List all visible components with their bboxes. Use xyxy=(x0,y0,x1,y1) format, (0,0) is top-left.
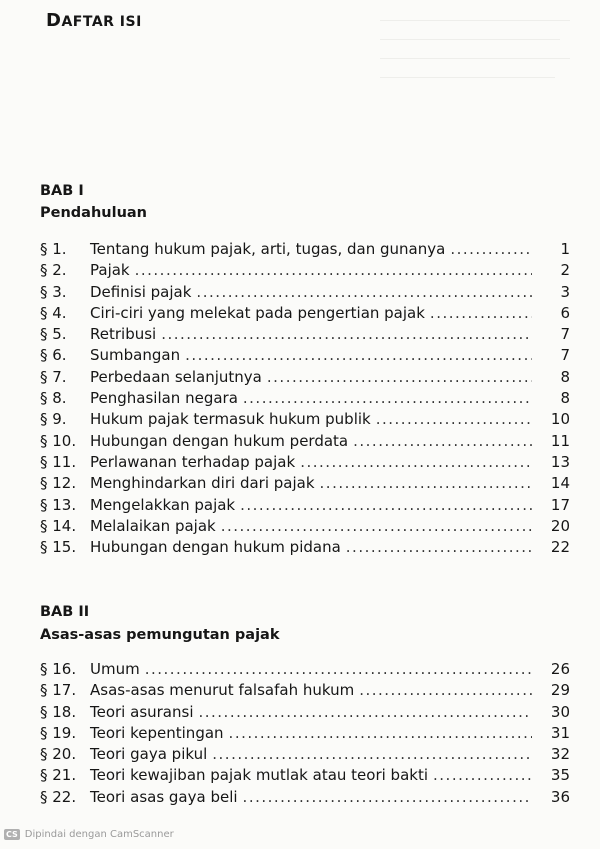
dot-leader xyxy=(229,724,532,742)
toc-page-number: 6 xyxy=(560,303,570,322)
toc-entry xyxy=(40,766,570,787)
toc-entry xyxy=(40,788,570,809)
toc-page-number: 7 xyxy=(560,346,570,365)
toc-section-number: § 10. xyxy=(40,431,77,450)
toc-entry xyxy=(40,703,570,724)
toc-entry-title: Hukum pajak termasuk hukum publik xyxy=(90,410,371,429)
toc-page-number: 11 xyxy=(550,431,570,450)
toc-entry xyxy=(40,261,570,282)
toc-entry xyxy=(40,517,570,538)
toc-entry-title: Sumbangan xyxy=(90,346,181,365)
dot-leader xyxy=(450,240,532,258)
toc-section-number: § 21. xyxy=(40,766,77,785)
toc-section-number: § 7. xyxy=(40,367,67,386)
toc-entry xyxy=(40,240,570,261)
toc-page-number: 22 xyxy=(550,538,570,557)
toc-section-number: § 3. xyxy=(40,282,67,301)
toc-page-number: 36 xyxy=(550,787,570,806)
toc-page-number: 29 xyxy=(550,681,570,700)
toc-entry-title: Retribusi xyxy=(90,325,157,344)
toc-section-number: § 14. xyxy=(40,516,77,535)
toc-entry xyxy=(40,538,570,559)
chapter-1-label: BAB I xyxy=(40,183,84,199)
toc-entry xyxy=(40,724,570,745)
toc-entry xyxy=(40,453,570,474)
toc-page-number: 13 xyxy=(550,452,570,471)
toc-entry xyxy=(40,745,570,766)
toc-entry-title: Pajak xyxy=(90,261,130,280)
toc-section-number: § 5. xyxy=(40,325,67,344)
toc-section-number: § 18. xyxy=(40,702,77,721)
toc-entry-title: Ciri-ciri yang melekat pada pengertian pajak xyxy=(90,303,425,322)
toc-entry xyxy=(40,325,570,346)
toc-page-number: 3 xyxy=(560,282,570,301)
chapter-1-title: Pendahuluan xyxy=(40,205,147,221)
toc-entry xyxy=(40,389,570,410)
toc-section-number: § 13. xyxy=(40,495,77,514)
toc-section-number: § 9. xyxy=(40,410,67,429)
toc-entry-title: Teori asas gaya beli xyxy=(90,787,238,806)
toc-section-number: § 2. xyxy=(40,261,67,280)
toc-page-number: 2 xyxy=(560,261,570,280)
toc-section-number: § 17. xyxy=(40,681,77,700)
toc-section-number: § 15. xyxy=(40,538,77,557)
toc-section-number: § 20. xyxy=(40,745,77,764)
dot-leader xyxy=(430,304,532,322)
toc-entry-title: Teori kepentingan xyxy=(90,723,224,742)
toc-entry-title: Teori gaya pikul xyxy=(90,745,208,764)
dot-leader xyxy=(300,453,532,471)
toc-entry-title: Definisi pajak xyxy=(90,282,192,301)
toc-page-number: 8 xyxy=(560,367,570,386)
dot-leader xyxy=(243,389,532,407)
dot-leader xyxy=(243,788,532,806)
dot-leader xyxy=(359,681,532,699)
toc-entry-title: Perbedaan selanjutnya xyxy=(90,367,262,386)
toc-entry xyxy=(40,660,570,681)
toc-page-number: 8 xyxy=(560,389,570,408)
toc-entry xyxy=(40,304,570,325)
toc-entry-title: Teori kewajiban pajak mutlak atau teori bakti xyxy=(90,766,429,785)
dot-leader xyxy=(135,261,532,279)
toc-entry xyxy=(40,368,570,389)
chapter-1-toc xyxy=(40,240,570,559)
toc-entry-title: Melalaikan pajak xyxy=(90,516,216,535)
toc-entry xyxy=(40,346,570,367)
toc-section-number: § 22. xyxy=(40,787,77,806)
scanner-watermark xyxy=(4,829,174,840)
chapter-2-title: Asas-asas pemungutan pajak xyxy=(40,627,280,643)
toc-entry-title: Asas-asas menurut falsafah hukum xyxy=(90,681,355,700)
toc-entry-title: Umum xyxy=(90,660,140,678)
toc-entry xyxy=(40,496,570,517)
toc-page-number: 20 xyxy=(550,516,570,535)
toc-page-number: 10 xyxy=(550,410,570,429)
dot-leader xyxy=(196,283,532,301)
camscanner-icon: CS xyxy=(6,830,18,839)
toc-section-number: § 8. xyxy=(40,389,67,408)
toc-entry-title: Tentang hukum pajak, arti, tugas, dan gunanya xyxy=(90,240,446,258)
dot-leader xyxy=(267,368,532,386)
toc-entry-title: Menghindarkan diri dari pajak xyxy=(90,474,315,493)
dot-leader xyxy=(346,538,532,556)
toc-page-number: 14 xyxy=(550,474,570,493)
dot-leader xyxy=(240,496,532,514)
toc-entry-title: Hubungan dengan hukum pidana xyxy=(90,538,341,557)
toc-section-number: § 16. xyxy=(40,660,77,678)
dot-leader xyxy=(198,703,532,721)
dot-leader xyxy=(320,474,532,492)
dot-leader xyxy=(185,346,532,364)
dot-leader xyxy=(212,745,532,763)
toc-entry xyxy=(40,283,570,304)
chapter-2-label: BAB II xyxy=(40,604,90,620)
toc-page-number: 31 xyxy=(550,723,570,742)
toc-entry xyxy=(40,432,570,453)
toc-entry xyxy=(40,474,570,495)
toc-page-number: 17 xyxy=(550,495,570,514)
toc-section-number: § 1. xyxy=(40,240,67,258)
page-title: DAFTAR ISI xyxy=(46,10,142,31)
toc-entry-title: Hubungan dengan hukum perdata xyxy=(90,431,349,450)
toc-entry-title: Mengelakkan pajak xyxy=(90,495,236,514)
toc-section-number: § 6. xyxy=(40,346,67,365)
dot-leader xyxy=(433,766,532,784)
toc-entry-title: Teori asuransi xyxy=(90,702,194,721)
toc-page-number: 35 xyxy=(550,766,570,785)
toc-section-number: § 4. xyxy=(40,303,67,322)
show-through-text xyxy=(380,14,580,94)
dot-leader xyxy=(145,660,532,678)
toc-page-number: 7 xyxy=(560,325,570,344)
toc-entry-title: Penghasilan negara xyxy=(90,389,238,408)
toc-page-number: 26 xyxy=(550,660,570,678)
dot-leader xyxy=(376,410,532,428)
toc-entry-title: Perlawanan terhadap pajak xyxy=(90,452,296,471)
watermark-text: Dipindai dengan CamScanner xyxy=(24,829,174,840)
dot-leader xyxy=(353,432,532,450)
dot-leader xyxy=(221,517,532,535)
chapter-2-toc xyxy=(40,660,570,809)
toc-page-number: 1 xyxy=(560,240,570,258)
toc-page-number: 30 xyxy=(550,702,570,721)
dot-leader xyxy=(161,325,532,343)
toc-page-number: 32 xyxy=(550,745,570,764)
toc-entry xyxy=(40,410,570,431)
toc-section-number: § 12. xyxy=(40,474,77,493)
toc-section-number: § 11. xyxy=(40,452,77,471)
toc-entry xyxy=(40,681,570,702)
toc-section-number: § 19. xyxy=(40,723,77,742)
